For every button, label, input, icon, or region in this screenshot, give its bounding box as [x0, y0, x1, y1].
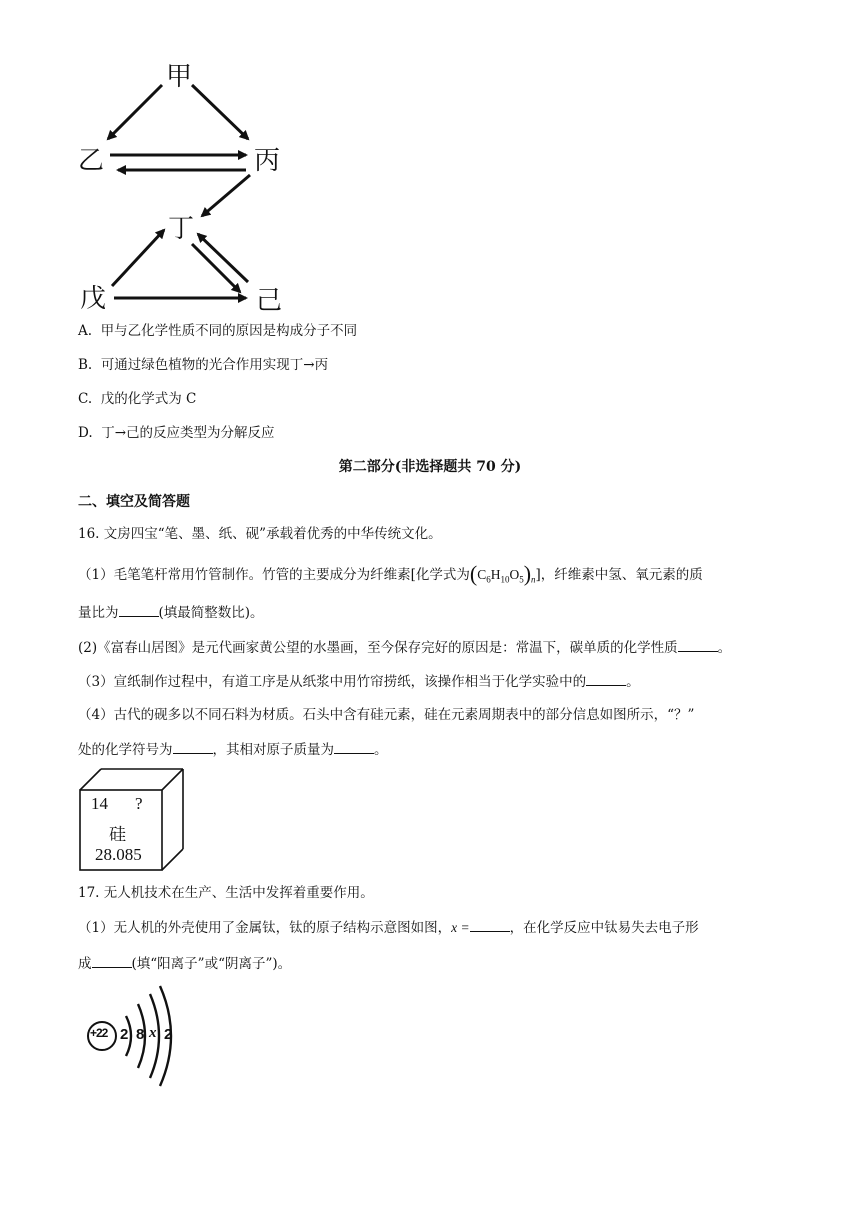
atom-structure-diagram	[84, 982, 184, 1090]
q16-part1-line1: （1）毛笔笔杆常用竹管制作。竹管的主要成分为纤维素[化学式为$(C_6H_{10}O_5)_n$]，纤维素中氢、氧元素的质	[78, 561, 703, 586]
option-c[interactable]	[78, 389, 196, 409]
element-name: 硅	[109, 825, 126, 845]
option-text: 戊的化学式为 C	[100, 391, 197, 407]
answer-blank[interactable]	[92, 953, 132, 968]
node-yi: 乙	[78, 146, 105, 176]
node-ji: 己	[256, 286, 283, 316]
node-bing: 丙	[254, 146, 281, 176]
element-symbol: ?	[135, 794, 143, 813]
part2-title: 第二部分(非选择题共 70 分)	[338, 459, 522, 475]
shell-3-count: x	[149, 1025, 157, 1041]
answer-blank[interactable]	[586, 671, 626, 686]
option-text: 丁→己的反应类型为分解反应	[101, 425, 275, 441]
option-letter: B.	[78, 357, 93, 373]
q16-part3: （3）宣纸制作过程中，有道工序是从纸浆中用竹帘捞纸，该操作相当于化学实验中的 。	[78, 671, 640, 692]
q17-part1-line1: （1）无人机的外壳使用了金属钛，钛的原子结构示意图如图，x = ，在化学反应中钛易失去电子形	[78, 917, 699, 938]
nucleus-charge: +22	[90, 1026, 108, 1040]
shell-1-count: 2	[120, 1026, 129, 1043]
shell-4-count: 2	[164, 1026, 173, 1043]
option-d[interactable]	[78, 423, 275, 443]
q16-part2: (2)《富春山居图》是元代画家黄公望的水墨画，至今保存完好的原因是：常温下，碳单质的化学性质 。	[78, 637, 731, 658]
reaction-diagram	[70, 60, 300, 320]
element-cube	[79, 768, 185, 873]
answer-blank[interactable]	[173, 739, 213, 754]
q16-part1-line2: 量比为 (填最简整数比)。	[78, 602, 264, 623]
q16-stem: 16. 文房四宝“笔、墨、纸、砚”承载着优秀的中华传统文化。	[78, 526, 442, 542]
element-number: 14	[91, 794, 108, 813]
option-letter: C.	[78, 391, 93, 407]
shell-2-count: 8	[136, 1026, 145, 1043]
option-letter: D.	[78, 425, 93, 441]
option-a[interactable]	[78, 321, 357, 341]
node-wu: 戊	[80, 284, 107, 314]
node-jia: 甲	[166, 62, 193, 92]
cellulose-formula: $(C_6H_{10}O_5)_n$	[469, 561, 536, 586]
element-mass: 28.085	[95, 845, 142, 864]
answer-blank[interactable]	[678, 637, 718, 652]
q16-part4-line1: （4）古代的砚多以不同石料为材质。石头中含有硅元素，硅在元素周期表中的部分信息如图所示，“？”	[78, 707, 695, 723]
answer-blank[interactable]	[470, 917, 510, 932]
q17-stem: 17. 无人机技术在生产、生活中发挥着重要作用。	[78, 885, 374, 901]
answer-blank[interactable]	[119, 602, 159, 617]
option-letter: A.	[78, 323, 93, 339]
q17-part1-line2: 成 (填“阳离子”或“阴离子”)。	[78, 953, 291, 974]
option-b[interactable]	[78, 355, 328, 375]
diagram-arrows	[70, 60, 300, 320]
section2-title: 二、填空及简答题	[78, 494, 190, 510]
q16-part4-line2: 处的化学符号为 ，其相对原子质量为 。	[78, 739, 388, 760]
answer-blank[interactable]	[334, 739, 374, 754]
node-ding: 丁	[168, 214, 195, 244]
option-text: 甲与乙化学性质不同的原因是构成分子不同	[100, 323, 358, 339]
option-text: 可通过绿色植物的光合作用实现丁→丙	[100, 357, 329, 373]
